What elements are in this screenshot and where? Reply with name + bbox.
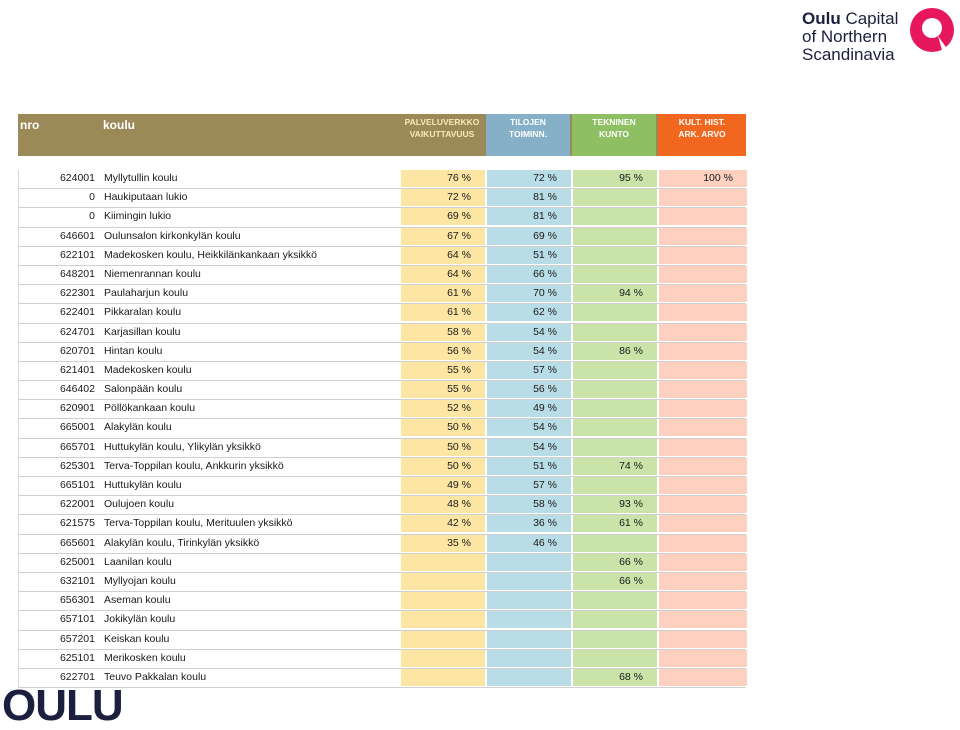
table-row — [19, 477, 746, 496]
row-nro: 657101 — [59, 613, 95, 626]
table-row — [19, 631, 746, 650]
row-palveluverkko-value: 35 % — [401, 535, 485, 552]
row-kult-value — [659, 477, 747, 494]
row-kult-value — [659, 650, 747, 667]
row-palveluverkko-value: 50 % — [401, 458, 485, 475]
row-koulu: Oulujoen koulu — [104, 498, 175, 511]
row-koulu: Merikosken koulu — [104, 651, 186, 664]
row-kult-value — [659, 304, 747, 321]
row-tilojen-value: 54 % — [487, 439, 571, 456]
row-tilojen-value: 56 % — [487, 381, 571, 398]
row-koulu: Paulaharjun koulu — [104, 287, 189, 300]
row-tilojen-value: 51 % — [487, 458, 571, 475]
row-koulu: Haukiputaan lukio — [104, 191, 188, 204]
row-palveluverkko-value: 50 % — [401, 439, 485, 456]
row-tilojen-value: 70 % — [487, 285, 571, 302]
row-tekninen-value — [573, 228, 657, 245]
row-tekninen-value: 66 % — [573, 554, 657, 571]
header-tekninen — [572, 114, 656, 156]
row-tilojen-value: 66 % — [487, 266, 571, 283]
row-palveluverkko-value — [401, 611, 485, 628]
row-tekninen-value — [573, 189, 657, 206]
table-row — [19, 362, 746, 381]
row-kult-value — [659, 362, 747, 379]
row-kult-value — [659, 343, 747, 360]
row-koulu: Oulunsalon kirkonkylän koulu — [104, 229, 241, 242]
row-tilojen-value: 58 % — [487, 496, 571, 513]
row-tekninen-value: 74 % — [573, 458, 657, 475]
table-row — [19, 285, 746, 304]
row-tilojen-value: 81 % — [487, 189, 571, 206]
row-nro: 646601 — [59, 229, 95, 242]
header-nro: nro — [20, 118, 40, 132]
header-koulu: koulu — [103, 118, 135, 132]
row-nro: 657201 — [59, 632, 95, 645]
row-tekninen-value — [573, 631, 657, 648]
row-palveluverkko-value: 76 % — [401, 170, 485, 187]
table-row — [19, 170, 746, 189]
row-tekninen-value — [573, 266, 657, 283]
row-tilojen-value — [487, 611, 571, 628]
row-koulu: Hintan koulu — [104, 344, 163, 357]
row-nro: 622301 — [59, 287, 95, 300]
row-palveluverkko-value — [401, 554, 485, 571]
table-row — [19, 400, 746, 419]
row-koulu: Laanilan koulu — [104, 555, 172, 568]
table-row — [19, 592, 746, 611]
row-nro: 625001 — [59, 555, 95, 568]
header-palveluverkko-line2: VAIKUTTAVUUS — [409, 129, 475, 139]
row-tilojen-value: 51 % — [487, 247, 571, 264]
row-nro: 621401 — [59, 363, 95, 376]
row-tilojen-value — [487, 669, 571, 686]
row-tilojen-value — [487, 592, 571, 609]
table-row — [19, 611, 746, 630]
row-nro: 648201 — [59, 267, 95, 280]
table-row — [19, 208, 746, 227]
row-tekninen-value — [573, 535, 657, 552]
row-palveluverkko-value: 67 % — [401, 228, 485, 245]
row-nro: 622701 — [59, 670, 95, 683]
row-koulu: Alakylän koulu, Tirinkylän yksikkö — [104, 536, 260, 549]
brand-line2: of Northern — [802, 27, 888, 46]
brand-logo — [800, 6, 960, 62]
brand-name: Oulu — [802, 9, 841, 28]
row-palveluverkko-value: 42 % — [401, 515, 485, 532]
row-tilojen-value: 72 % — [487, 170, 571, 187]
row-koulu: Myllytullin koulu — [104, 172, 178, 184]
row-palveluverkko-value — [401, 669, 485, 686]
row-tilojen-value: 62 % — [487, 304, 571, 321]
row-tilojen-value: 57 % — [487, 362, 571, 379]
row-nro: 665701 — [59, 440, 95, 453]
row-tekninen-value — [573, 324, 657, 341]
header-tilojen — [486, 114, 570, 156]
table-row — [19, 669, 746, 688]
table-body — [18, 170, 746, 688]
table-row — [19, 247, 746, 266]
row-tekninen-value — [573, 304, 657, 321]
row-kult-value — [659, 496, 747, 513]
row-tilojen-value — [487, 631, 571, 648]
table-row — [19, 535, 746, 554]
row-koulu: Myllyojan koulu — [104, 574, 176, 587]
row-kult-value — [659, 515, 747, 532]
row-koulu: Huttukylän koulu — [104, 479, 182, 491]
header-kult-line2: ARK. ARVO — [678, 129, 726, 139]
row-koulu: Niemenrannan koulu — [104, 267, 201, 280]
oulu-bottom-logo: OULU — [2, 681, 123, 730]
row-tilojen-value — [487, 554, 571, 571]
row-nro: 622101 — [59, 248, 95, 261]
row-kult-value — [659, 631, 747, 648]
row-koulu: Alakylän koulu — [104, 421, 172, 434]
row-tilojen-value — [487, 573, 571, 590]
row-nro: 622401 — [59, 306, 95, 319]
table-row — [19, 343, 746, 362]
row-palveluverkko-value — [401, 650, 485, 667]
row-koulu: Terva-Toppilan koulu, Merituulen yksikkö — [104, 517, 293, 530]
row-palveluverkko-value — [401, 631, 485, 648]
brand-tagline — [802, 10, 898, 64]
row-palveluverkko-value: 55 % — [401, 381, 485, 398]
header-palveluverkko-line1: PALVELUVERKKO — [404, 117, 480, 127]
row-kult-value — [659, 208, 747, 225]
row-palveluverkko-value: 64 % — [401, 266, 485, 283]
row-tekninen-value — [573, 362, 657, 379]
header-kult-line1: KULT. HIST. — [678, 117, 726, 127]
row-palveluverkko-value: 72 % — [401, 189, 485, 206]
header-palveluverkko — [400, 114, 484, 156]
row-koulu: Huttukylän koulu, Ylikylän yksikkö — [104, 440, 261, 453]
row-tilojen-value: 57 % — [487, 477, 571, 494]
row-koulu: Jokikylän koulu — [104, 613, 176, 626]
row-nro: 665001 — [59, 421, 95, 434]
row-palveluverkko-value: 69 % — [401, 208, 485, 225]
row-kult-value — [659, 458, 747, 475]
row-nro: 622001 — [59, 498, 95, 511]
row-palveluverkko-value: 50 % — [401, 419, 485, 436]
table-row — [19, 573, 746, 592]
row-palveluverkko-value: 55 % — [401, 362, 485, 379]
table-row — [19, 515, 746, 534]
row-koulu: Keiskan koulu — [104, 632, 170, 645]
row-koulu: Madekosken koulu, Heikkilänkankaan yksikkö — [104, 248, 318, 261]
row-palveluverkko-value: 49 % — [401, 477, 485, 494]
row-tekninen-value — [573, 611, 657, 628]
row-tekninen-value — [573, 247, 657, 264]
row-nro: 665601 — [59, 536, 95, 549]
table-row — [19, 554, 746, 573]
school-evaluation-table — [18, 114, 746, 688]
row-tekninen-value: 61 % — [573, 515, 657, 532]
row-tekninen-value: 95 % — [573, 170, 657, 187]
table-row — [19, 496, 746, 515]
row-nro: 620701 — [59, 344, 95, 357]
row-kult-value — [659, 266, 747, 283]
row-tekninen-value — [573, 381, 657, 398]
row-nro: 0 — [89, 191, 95, 204]
row-kult-value: 100 % — [659, 170, 747, 187]
table-row — [19, 266, 746, 285]
row-tekninen-value: 66 % — [573, 573, 657, 590]
row-tekninen-value — [573, 400, 657, 417]
row-kult-value — [659, 381, 747, 398]
row-palveluverkko-value: 64 % — [401, 247, 485, 264]
row-kult-value — [659, 228, 747, 245]
table-header — [18, 114, 746, 156]
row-kult-value — [659, 573, 747, 590]
table-row — [19, 381, 746, 400]
row-kult-value — [659, 285, 747, 302]
row-nro: 621575 — [59, 517, 95, 530]
row-tilojen-value — [487, 650, 571, 667]
row-nro: 625101 — [59, 651, 95, 664]
brand-circle-icon — [908, 6, 956, 54]
row-kult-value — [659, 535, 747, 552]
row-nro: 665101 — [59, 479, 95, 491]
row-tilojen-value: 49 % — [487, 400, 571, 417]
row-koulu: Teuvo Pakkalan koulu — [104, 670, 207, 683]
row-tilojen-value: 46 % — [487, 535, 571, 552]
row-tekninen-value — [573, 419, 657, 436]
row-kult-value — [659, 439, 747, 456]
row-tekninen-value: 94 % — [573, 285, 657, 302]
row-palveluverkko-value: 52 % — [401, 400, 485, 417]
row-palveluverkko-value: 56 % — [401, 343, 485, 360]
row-tekninen-value — [573, 592, 657, 609]
row-nro: 0 — [89, 210, 95, 223]
row-palveluverkko-value: 61 % — [401, 304, 485, 321]
row-nro: 624701 — [59, 325, 95, 338]
row-nro: 625301 — [59, 459, 95, 472]
table-row — [19, 439, 746, 458]
table-row — [19, 228, 746, 247]
row-tilojen-value: 54 % — [487, 324, 571, 341]
row-tilojen-value: 54 % — [487, 343, 571, 360]
table-row — [19, 458, 746, 477]
header-tilojen-line2: TOIMINN. — [508, 129, 548, 139]
header-tekninen-line2: KUNTO — [598, 129, 630, 139]
row-koulu: Pikkaralan koulu — [104, 306, 182, 319]
row-tekninen-value — [573, 208, 657, 225]
row-kult-value — [659, 189, 747, 206]
row-tilojen-value: 54 % — [487, 419, 571, 436]
brand-line3: Scandinavia — [802, 45, 895, 64]
table-row — [19, 189, 746, 208]
row-tilojen-value: 36 % — [487, 515, 571, 532]
row-palveluverkko-value — [401, 592, 485, 609]
header-kult-hist — [658, 114, 746, 156]
row-tekninen-value — [573, 650, 657, 667]
row-palveluverkko-value: 58 % — [401, 324, 485, 341]
row-tilojen-value: 69 % — [487, 228, 571, 245]
row-koulu: Karjasillan koulu — [104, 325, 181, 338]
table-row — [19, 324, 746, 343]
row-palveluverkko-value: 48 % — [401, 496, 485, 513]
table-row — [19, 419, 746, 438]
row-tekninen-value — [573, 477, 657, 494]
row-nro: 632101 — [59, 574, 95, 587]
row-kult-value — [659, 247, 747, 264]
row-koulu: Salonpään koulu — [104, 383, 183, 396]
table-row — [19, 650, 746, 669]
row-tilojen-value: 81 % — [487, 208, 571, 225]
row-kult-value — [659, 611, 747, 628]
row-koulu: Madekosken koulu — [104, 363, 192, 376]
row-koulu: Terva-Toppilan koulu, Ankkurin yksikkö — [104, 459, 284, 472]
row-tekninen-value: 68 % — [573, 669, 657, 686]
row-tekninen-value: 86 % — [573, 343, 657, 360]
table-row — [19, 304, 746, 323]
row-kult-value — [659, 324, 747, 341]
row-nro: 624001 — [59, 172, 95, 184]
row-nro: 656301 — [59, 594, 95, 607]
row-koulu: Pöllökankaan koulu — [104, 402, 196, 415]
row-kult-value — [659, 400, 747, 417]
row-koulu: Kiimingin lukio — [104, 210, 172, 223]
header-tekninen-line1: TEKNINEN — [592, 117, 636, 127]
row-kult-value — [659, 669, 747, 686]
row-tekninen-value — [573, 439, 657, 456]
row-koulu: Aseman koulu — [104, 594, 171, 607]
row-nro: 646402 — [59, 383, 95, 396]
row-kult-value — [659, 419, 747, 436]
brand-line1-rest: Capital — [840, 9, 899, 28]
row-tekninen-value: 93 % — [573, 496, 657, 513]
row-nro: 620901 — [59, 402, 95, 415]
row-palveluverkko-value — [401, 573, 485, 590]
row-kult-value — [659, 554, 747, 571]
row-kult-value — [659, 592, 747, 609]
header-tilojen-line1: TILOJEN — [510, 117, 546, 127]
row-palveluverkko-value: 61 % — [401, 285, 485, 302]
